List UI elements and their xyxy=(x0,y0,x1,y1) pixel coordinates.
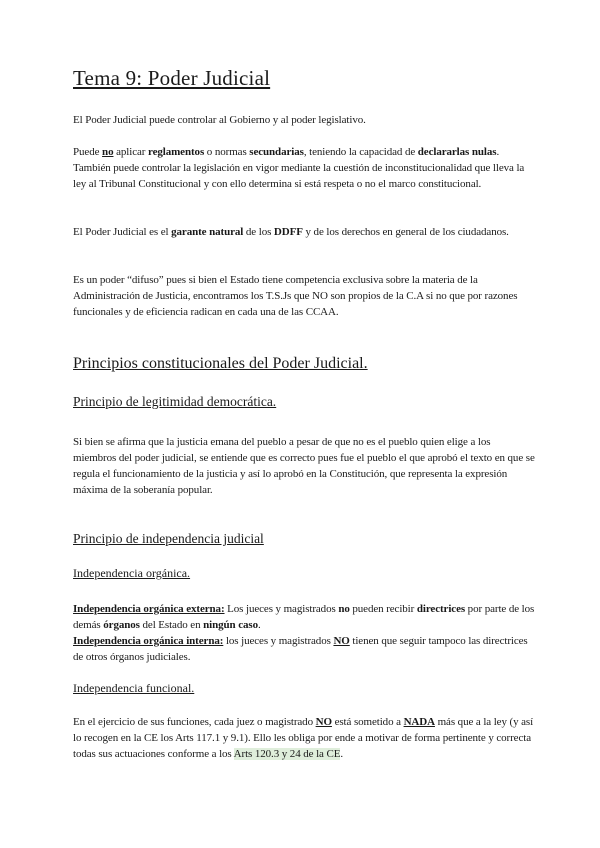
highlighted-articles: Arts 120.3 y 24 de la CE xyxy=(233,748,341,760)
intro-paragraph-1: El Poder Judicial puede controlar al Gobierno y al poder legislativo. xyxy=(73,114,366,126)
organica-externa-paragraph: Independencia orgánica externa: Los jueces y magistrados no pueden recibir directrices por parte de los demás órganos del Estado en ningún caso. xyxy=(73,603,535,631)
legitimidad-paragraph: Si bien se afirma que la justicia emana del pueblo a pesar de que no es el pueblo quien elige a los miembros del poder judicial, se entiende que es correcto pues fue el pueblo el que aprobó el texto en que se regula el funcionamiento de la justicia y así lo aprobó en la Constitución, que representa la expresión máxima de la soberanía popular. xyxy=(73,436,535,496)
funcional-paragraph: En el ejercicio de sus funciones, cada juez o magistrado NO está sometido a NADA más que a la ley (y así lo recogen en la CE los Arts 117.1 y 9.1). Ello les obliga por ende a motivar de forma pertinente y correcta todas sus actuaciones conforme a los Arts 120.3 y 24 de la CE. xyxy=(73,716,534,760)
intro-paragraph-2: Puede no aplicar reglamentos o normas secundarias, teniendo la capacidad de declararlas nulas. También puede controlar la legislación en vigor mediante la cuestión de inconstitucionalidad que lleva la ley al Tribunal Constitucional y con ello determina si está respeta o no el marco constitucional. xyxy=(73,146,525,190)
page-title: Tema 9: Poder Judicial xyxy=(73,66,271,90)
subheading-legitimidad: Principio de legitimidad democrática. xyxy=(73,394,277,409)
intro-paragraph-3: El Poder Judicial es el garante natural de los DDFF y de los derechos en general de los ciudadanos. xyxy=(73,226,509,238)
intro-paragraph-4: Es un poder “difuso” pues si bien el Estado tiene competencia exclusiva sobre la materia de la Administración de Justicia, encontramos los T.S.Js que NO son propios de la C.A si no que por razones funcionales y de eficiencia radican en cada una de las CCAA. xyxy=(73,274,518,318)
organica-interna-paragraph: Independencia orgánica interna: los jueces y magistrados NO tienen que seguir tampoco las directrices de otros órganos judiciales. xyxy=(73,635,528,663)
subheading-independencia: Principio de independencia judicial xyxy=(73,531,264,546)
section-heading-principios: Principios constitucionales del Poder Judicial. xyxy=(73,355,368,372)
subheading-independencia-organica: Independencia orgánica. xyxy=(73,566,191,580)
subheading-independencia-funcional: Independencia funcional. xyxy=(73,681,195,695)
